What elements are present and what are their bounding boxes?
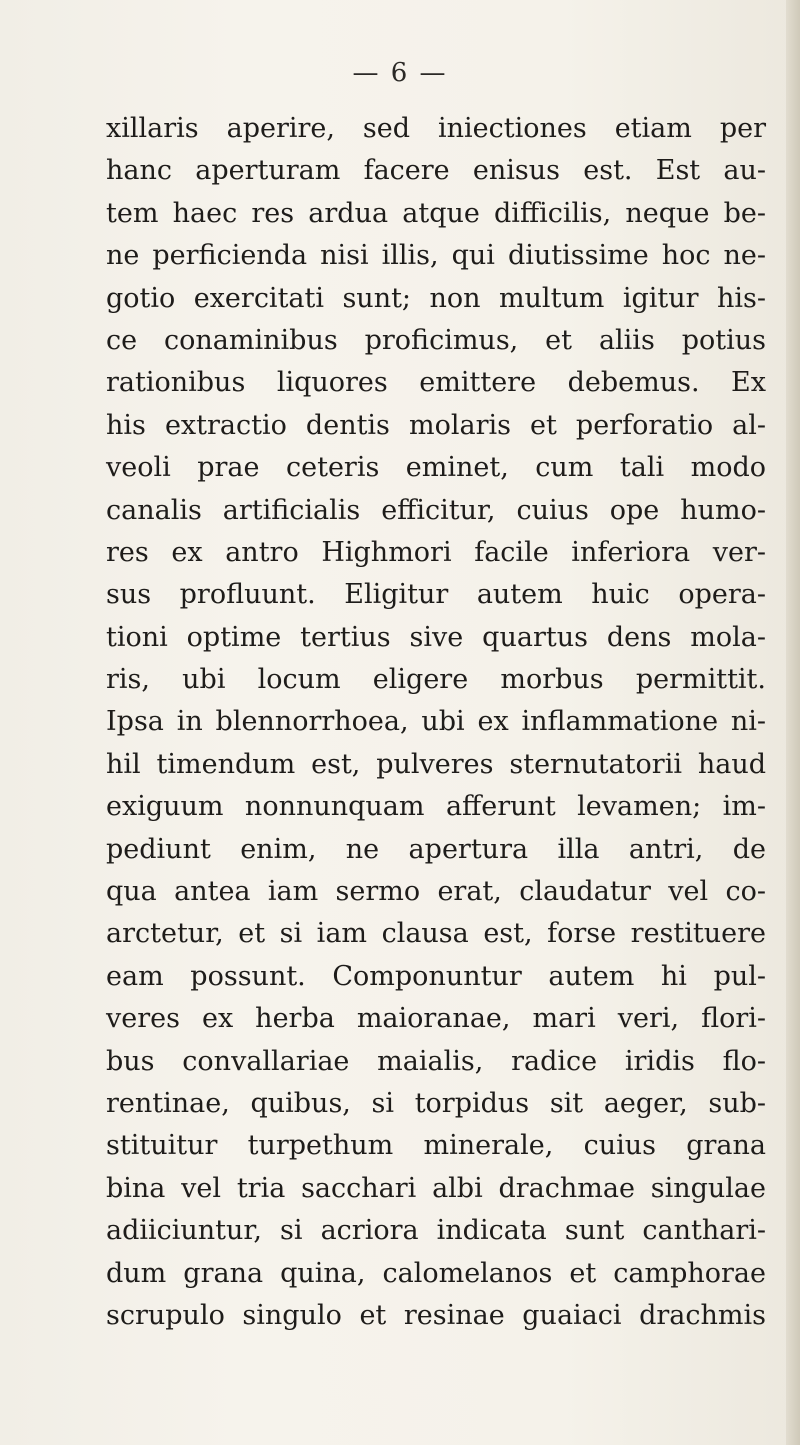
text-line: arctetur, et si iam clausa est, forse restituere	[106, 918, 766, 950]
text-line: stituitur turpethum minerale, cuius grana	[106, 1130, 766, 1162]
page-number: — 6 —	[352, 58, 448, 88]
body-text	[106, 108, 766, 1337]
text-line: hil timendum est, pulveres sternutatorii haud	[106, 748, 766, 780]
text-line: ne perficienda nisi illis, qui diutissime hoc ne-	[106, 240, 766, 272]
text-line: his extractio dentis molaris et perforatio al-	[106, 409, 766, 441]
text-line: sus profluunt. Eligitur autem huic opera-	[106, 579, 766, 611]
text-line: hanc aperturam facere enisus est. Est au-	[106, 155, 766, 187]
text-line: veoli prae ceteris eminet, cum tali modo	[106, 452, 766, 484]
text-line: gotio exercitati sunt; non multum igitur his-	[106, 282, 766, 314]
text-line: adiiciuntur, si acriora indicata sunt canthari-	[106, 1215, 766, 1247]
text-line: Ipsa in blennorrhoea, ubi ex inflammatione ni-	[106, 706, 766, 738]
text-line: eam possunt. Componuntur autem hi pul-	[106, 960, 766, 992]
text-line: ce conaminibus proficimus, et aliis potius	[106, 324, 766, 356]
text-line: ris, ubi locum eligere morbus permittit.	[106, 664, 766, 696]
text-line: pediunt enim, ne apertura illa antri, de	[106, 833, 766, 865]
text-line: rentinae, quibus, si torpidus sit aeger, sub-	[106, 1087, 766, 1119]
text-line: rationibus liquores emittere debemus. Ex	[106, 367, 766, 399]
text-line: dum grana quina, calomelanos et camphorae	[106, 1257, 766, 1289]
text-line: tem haec res ardua atque difficilis, neque be-	[106, 197, 766, 229]
text-line: veres ex herba maioranae, mari veri, flori-	[106, 1003, 766, 1035]
text-line: res ex antro Highmori facile inferiora ver-	[106, 536, 766, 568]
text-line: qua antea iam sermo erat, claudatur vel co-	[106, 876, 766, 908]
text-line: scrupulo singulo et resinae guaiaci drachmis	[106, 1299, 766, 1331]
text-line: exiguum nonnunquam afferunt levamen; im-	[106, 791, 766, 823]
text-line: xillaris aperire, sed iniectiones etiam per	[106, 113, 766, 144]
page-edge-shadow	[786, 0, 800, 1445]
text-line: bina vel tria sacchari albi drachmae singulae	[106, 1172, 766, 1204]
text-line: canalis artificialis efficitur, cuius ope humo-	[106, 494, 766, 526]
text-line: tioni optime tertius sive quartus dens mola-	[106, 621, 766, 653]
text-line: bus convallariae maialis, radice iridis flo-	[106, 1045, 766, 1077]
